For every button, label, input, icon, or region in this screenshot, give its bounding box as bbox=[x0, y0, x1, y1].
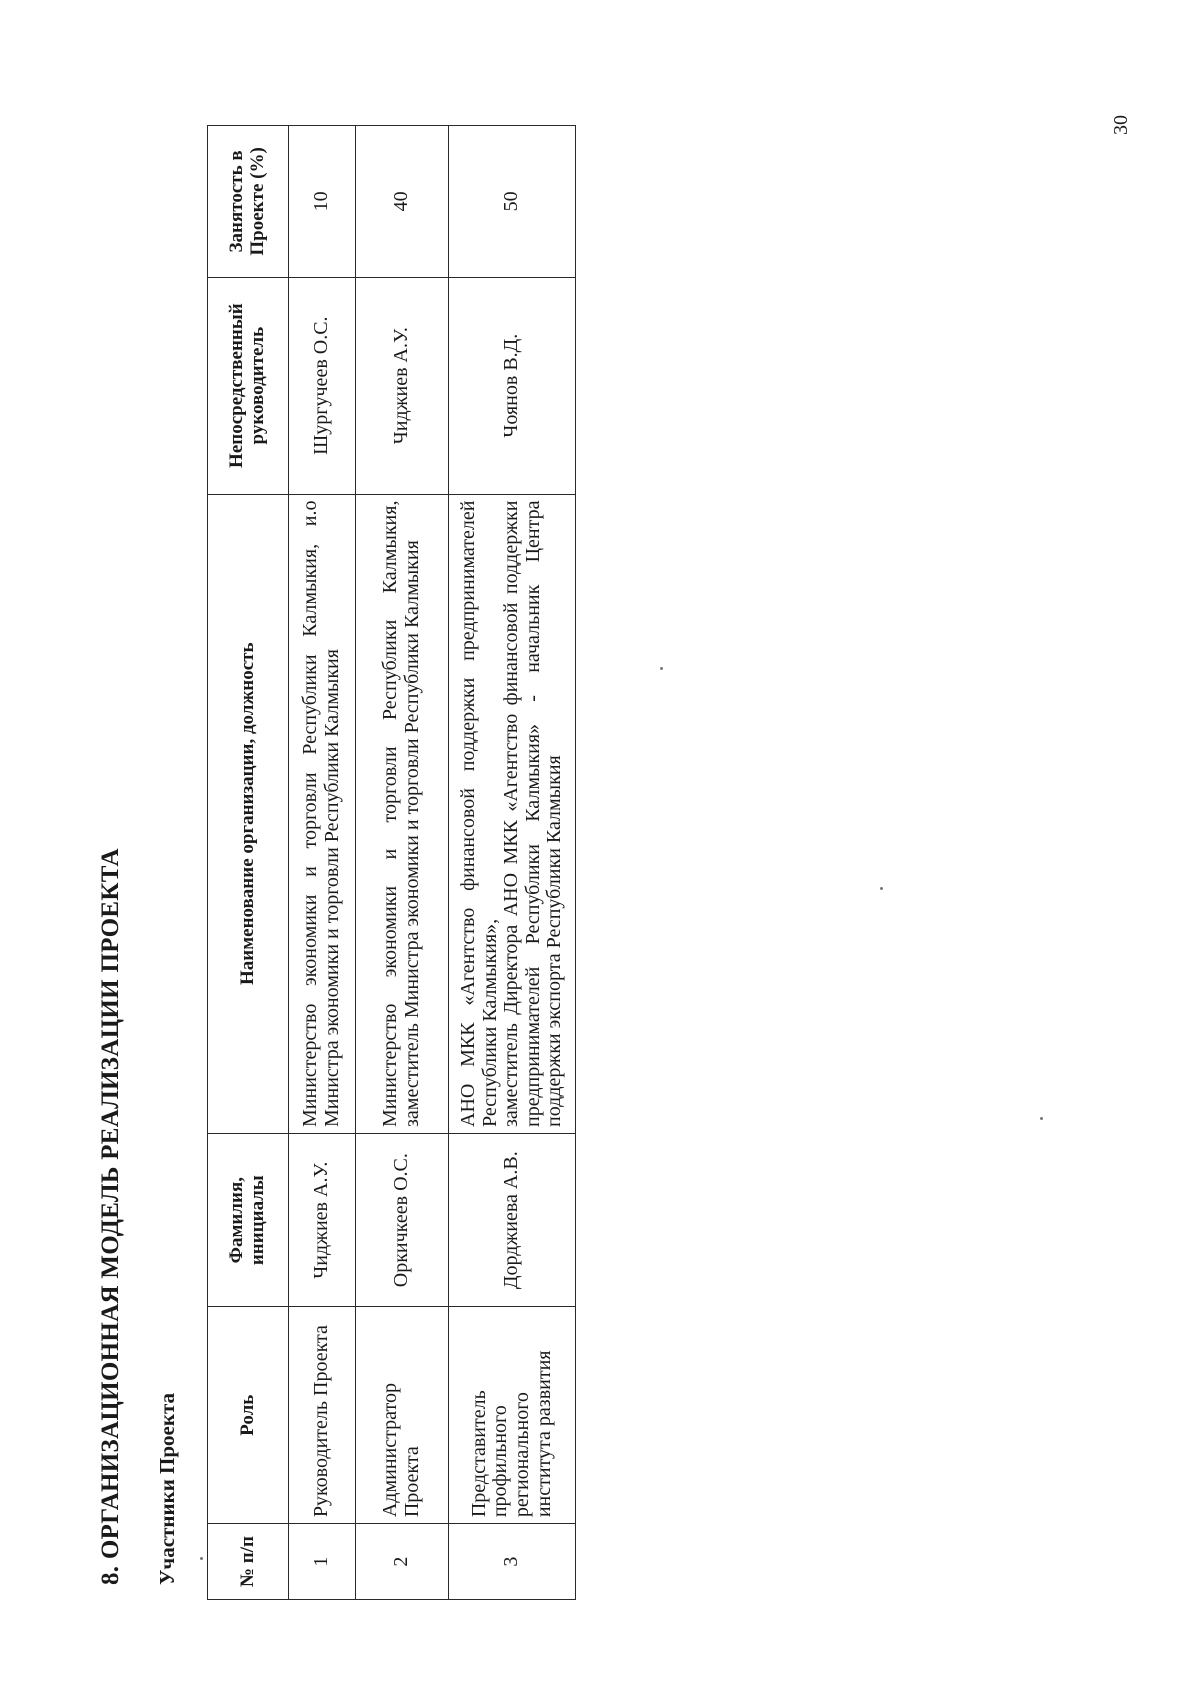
header-fio: Фамилия, инициалы bbox=[208, 1133, 289, 1306]
row-fio: Оркичкеев О.С. bbox=[356, 1133, 449, 1306]
subtitle: Участники Проекта bbox=[155, 1392, 179, 1585]
scan-speck bbox=[200, 1557, 203, 1560]
row-load: 10 bbox=[289, 126, 356, 278]
scan-speck bbox=[1040, 1117, 1043, 1120]
rotated-page bbox=[0, 30, 1200, 1680]
page-number: 30 bbox=[1110, 115, 1132, 135]
scan-speck bbox=[660, 667, 663, 670]
table-row bbox=[356, 126, 449, 1600]
row-manager: Шургучеев О.С. bbox=[289, 277, 356, 494]
row-role: Администратор Проекта bbox=[356, 1307, 449, 1524]
row-org-line: АНО МКК «Агентство финансовой поддержки предпринимателей Республики Калмыкия», bbox=[457, 500, 501, 1127]
header-org: Наименование организации, должность bbox=[208, 494, 289, 1133]
table-row bbox=[449, 126, 576, 1600]
row-load: 40 bbox=[356, 126, 449, 278]
row-manager: Чоянов В.Д. bbox=[449, 277, 576, 494]
header-num: № п/п bbox=[208, 1524, 289, 1600]
row-num: 2 bbox=[356, 1524, 449, 1600]
row-fio: Дорджиева А.В. bbox=[449, 1133, 576, 1306]
row-org: Министерство экономики и торговли Республики Калмыкия, заместитель Министра экономики и торговли Республики Калмыкия bbox=[356, 494, 449, 1133]
table-header-row bbox=[208, 126, 289, 1600]
row-role: Руководитель Проекта bbox=[289, 1307, 356, 1524]
row-role: Представитель профильного регионального института развития bbox=[449, 1307, 576, 1524]
row-org: Министерство экономики и торговли Республики Калмыкия, и.о Министра экономики и торговли Республики Калмыкия bbox=[289, 494, 356, 1133]
row-num: 3 bbox=[449, 1524, 576, 1600]
row-org bbox=[449, 494, 576, 1133]
table-row bbox=[289, 126, 356, 1600]
row-load: 50 bbox=[449, 126, 576, 278]
participants-table bbox=[207, 125, 576, 1600]
row-org-line: заместитель Директора АНО МКК «Агентство финансовой поддержки предпринимателей Республики Калмыкия» - начальник Центра поддержки экспорта Республики Калмыкия bbox=[500, 500, 566, 1127]
row-manager: Чиджиев А.У. bbox=[356, 277, 449, 494]
header-manager: Непосредственный руководитель bbox=[208, 277, 289, 494]
row-num: 1 bbox=[289, 1524, 356, 1600]
header-load: Занятость в Проекте (%) bbox=[208, 126, 289, 278]
section-title: 8. ОРГАНИЗАЦИОННАЯ МОДЕЛЬ РЕАЛИЗАЦИИ ПРОЕКТА bbox=[97, 848, 124, 1585]
header-role: Роль bbox=[208, 1307, 289, 1524]
row-fio: Чиджиев А.У. bbox=[289, 1133, 356, 1306]
scan-speck bbox=[880, 887, 883, 890]
